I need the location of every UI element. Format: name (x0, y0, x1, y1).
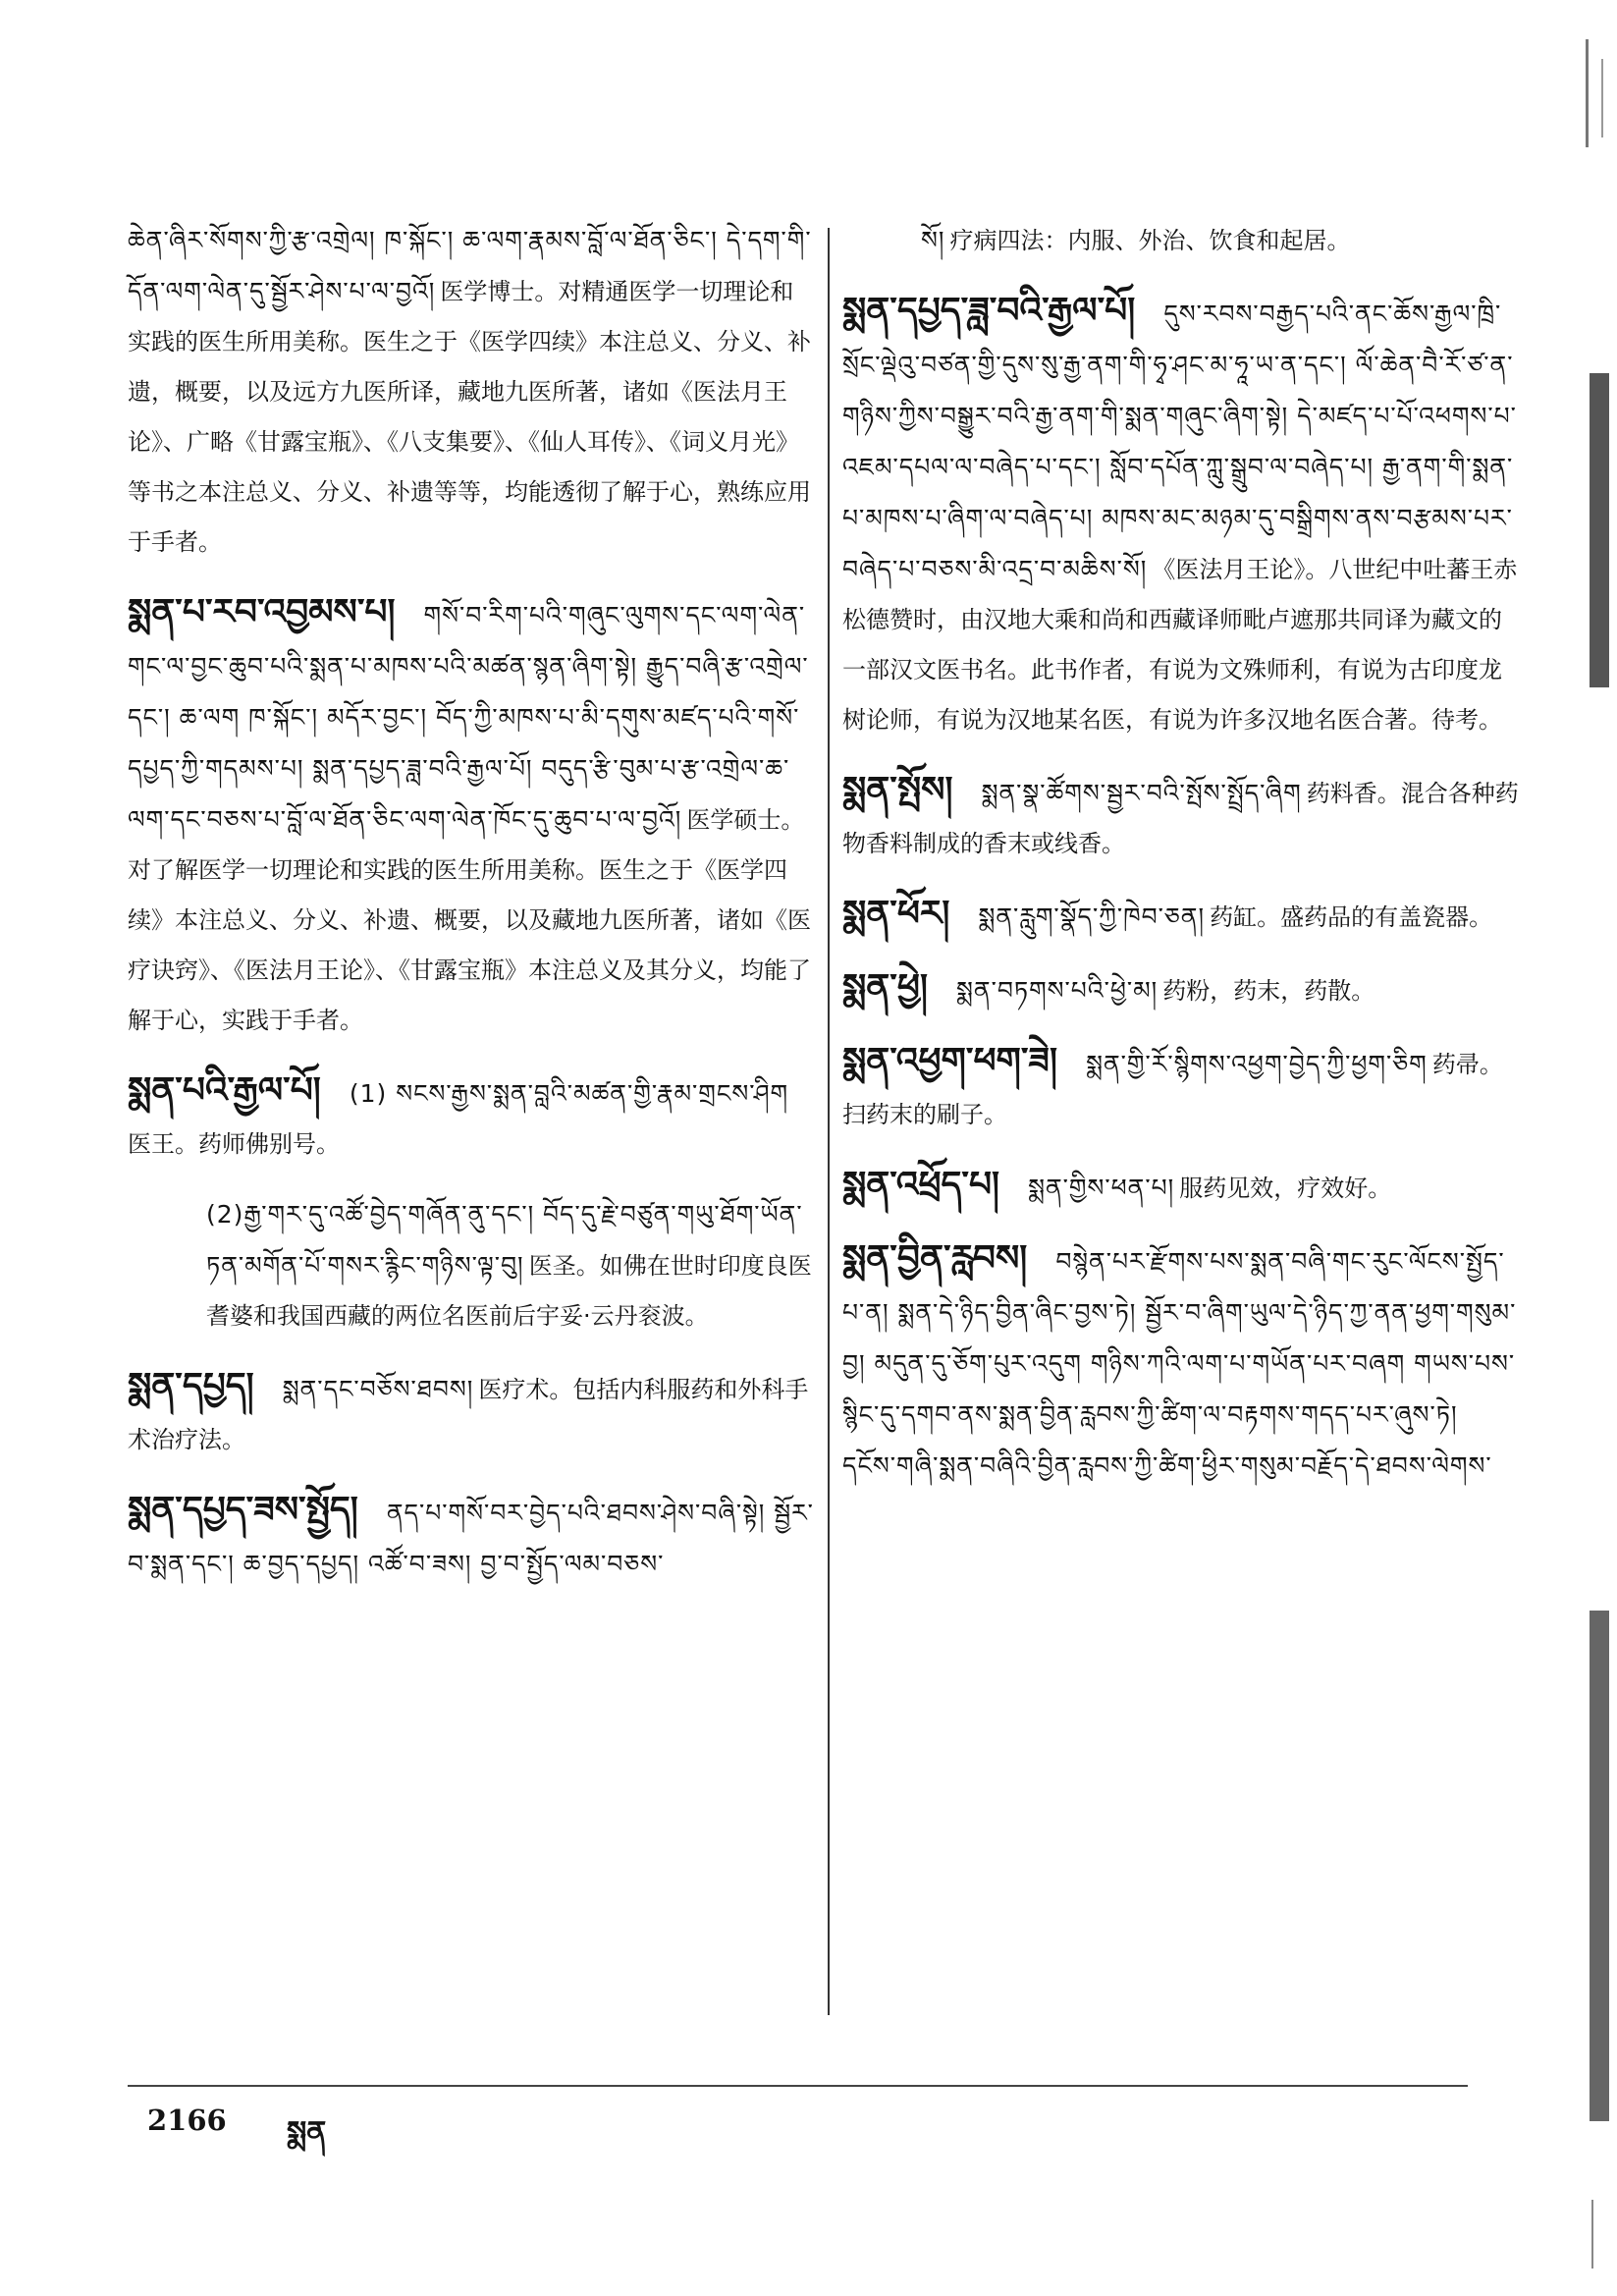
entry-headword: སྨན་པ་རབ་འབྱམས་པ། (128, 592, 396, 632)
entry-tibetan: བསྙེན་པར་རྫོགས་པས་སྨན་བཞི་གང་རུང་ལོངས་སྤྱོད་པ་ན། སྨན་དེ་ཉིད་བྱིན་ཞིང་བྱས་ཏེ། སྦྱོར་བ་ཞིག་ཡུལ་དེ་ཉིད་ཀྱ་ནན་ཕྱག་གསུམ་བྱ། མདུན་དུ་ཅོག་པུར་འདུག གཉིས་ཀའི་ལག་པ་གཡོན་པར་བཞག གཡས་པས་སྙིང་དུ་དགབ་ནས་སྨན་བྱིན་རླབས་ཀྱི་ཚིག་ལ་བརྟགས་གདད་པར་ཞུས་ཏེ། དངོས་གཞི་སྨན་བཞིའི་བྱིན་རླབས་ཀྱི་ཚིག་ཕྱིར་གསུམ་བརྗོད་དེ་ཐབས་ལེགས་ (842, 1247, 1517, 1480)
left-column (128, 216, 815, 1611)
entry-headword: སྨན་དཔྱད་ཟས་སྤྱོད། (128, 1490, 358, 1530)
entry-headword: སྨན་པའི་རྒྱལ་པོ། (128, 1070, 321, 1111)
dictionary-entry (842, 216, 1520, 267)
entry-tibetan: དུས་རབས་བརྒྱད་པའི་ནང་ཆོས་རྒྱལ་ཁྲི་སྲོང་ལྡེའུ་བཙན་གྱི་དུས་སུ་རྒྱ་ནག་གི་ཧྭ་ཤང་མ་ཧཱ་ཡ་ན་དང་། ལོ་ཆེན་བཻ་རོ་ཙ་ན་གཉིས་ཀྱིས་བསྒྱུར་བའི་རྒྱ་ནག་གི་སྨན་གཞུང་ཞིག་སྟེ། དེ་མཛད་པ་པོ་འཕགས་པ་འཇམ་དཔལ་ལ་བཞེད་པ་དང་། སློབ་དཔོན་ཀླུ་སྒྲུབ་ལ་བཞེད་པ། རྒྱ་ནག་གི་སྨན་པ་མཁས་པ་ཞིག་ལ་བཞེད་པ། མཁས་མང་མཉམ་དུ་བསྒྲིགས་ནས་བརྩམས་པར་བཞེད་པ་བཅས་མི་འདྲ་བ་མཆིས་སོ། (842, 300, 1517, 583)
entry-headword: སྨན་འཕྲོད་པ། (842, 1165, 1000, 1205)
dictionary-entry (842, 1234, 1520, 1493)
entry-headword: སྨན་དཔྱད་ཟླ་བའི་རྒྱལ་པོ། (842, 291, 1136, 331)
running-head: སྨན (287, 2115, 327, 2150)
entry-tibetan: ནད་པ་གསོ་བར་བྱེད་པའི་ཐབས་ཤེས་བཞི་སྟེ། སྦྱོར་བ་སྨན་དང་། ཆ་བྱད་དཔྱད། འཚོ་བ་ཟས། བྱ་བ་སྤྱོད་ལམ་བཅས་ (128, 1499, 814, 1578)
entry-chinese: 医王。药师佛别号。 (128, 1130, 340, 1158)
dictionary-entry (128, 1190, 815, 1342)
scan-edge-marks (1582, 0, 1617, 2296)
dictionary-entry (842, 890, 1520, 944)
dictionary-entry (128, 1066, 815, 1171)
entry-headword: སྨན་སྤོས། (842, 770, 953, 810)
dictionary-entry (842, 963, 1520, 1017)
dictionary-entry (128, 216, 815, 569)
entry-tibetan: སྨན་སྣ་ཚོགས་སྦྱར་བའི་སྤོས་སྤྲོད་ཞིག (981, 779, 1302, 807)
entry-chinese: 医学博士。对精通医学一切理论和实践的医生所用美称。医生之于《医学四续》本注总义、分义、补遗，概要，以及远方九医所译，藏地九医所著，诸如《医法月王论》、广略《甘露宝瓶》、《八支集要》、《仙人耳传》、《词义月光》等书之本注总义、分义、补遗等等，均能透彻了解于心，熟练应用于手者。 (128, 278, 811, 556)
entry-chinese: 药缸。盛药品的有盖瓷器。 (1210, 903, 1493, 931)
entry-chinese: 疗病四法：内服、外治、饮食和起居。 (949, 227, 1351, 254)
dictionary-entry (842, 766, 1520, 870)
entry-tibetan: སྨན་གྱིས་ཕན་པ། (1028, 1174, 1175, 1202)
dictionary-entry (842, 1161, 1520, 1215)
dictionary-entry (128, 1362, 815, 1466)
footer-rule (128, 2085, 1468, 2087)
dictionary-entry (128, 588, 815, 1047)
dictionary-entry (842, 287, 1520, 746)
entry-chinese: 服药见效，疗效好。 (1179, 1175, 1392, 1202)
column-divider (828, 228, 830, 2015)
entry-headword: སྨན་ཕོར། (842, 894, 950, 934)
entry-tibetan: སོ། (921, 226, 945, 254)
entry-chinese: 药粉，药末，药散。 (1162, 977, 1375, 1005)
entry-chinese: 药帚。扫药末的刷子。 (842, 1051, 1503, 1128)
entry-chinese: 《医法月王论》。八世纪中吐蕃王赤松德赞时，由汉地大乘和尚和西藏译师毗卢遮那共同译为藏文的一部汉文医书名。此书作者，有说为文殊师利，有说为古印度龙树论师，有说为汉地某名医，有说为许多汉地名医合著。待考。 (842, 556, 1518, 734)
dictionary-entry (128, 1486, 815, 1591)
entry-chinese: 医圣。如佛在世时印度良医耆婆和我国西藏的两位名医前后宇妥·云丹衮波。 (206, 1252, 812, 1330)
entry-tibetan: སྨན་རླུག་སྣོད་ཀྱི་ཁེབ་ཅན། (978, 902, 1206, 931)
entry-headword: སྨན་འཕྱག་ཕག་ཟེ། (842, 1041, 1057, 1081)
entry-tibetan: སྨན་དང་བཅོས་ཐབས། (282, 1375, 474, 1403)
entry-chinese: 医学硕士。对了解医学一切理论和实践的医生所用美称。医生之于《医学四续》本注总义、分义、补遗、概要，以及藏地九医所著，诸如《医疗诀窍》、《医法月王论》、《甘露宝瓶》本注总义及其分义，均能了解于心，实践于手者。 (128, 806, 811, 1034)
entry-chinese: 药料香。混合各种药物香料制成的香末或线香。 (842, 780, 1519, 857)
page-number: 2166 (147, 2104, 227, 2137)
entry-tibetan: (1) སངས་རྒྱས་སྨན་བླའི་མཚན་གྱི་རྣམ་གྲངས་ཤིག (349, 1079, 789, 1108)
entry-headword: སྨན་བྱིན་རླབས། (842, 1238, 1028, 1279)
right-column (842, 216, 1520, 1512)
entry-tibetan: ཆེན་ཞིར་སོགས་ཀྱི་རྩ་འགྲེལ། ཁ་སྐོང་། ཆ་ལག་རྣམས་བློ་ལ་ཐོན་ཅིང་། དེ་དག་གི་དོན་ལག་ལེན་དུ་སྦྱོར་ཤེས་པ་ལ་བྱའོ། (128, 226, 812, 305)
dictionary-entry (842, 1037, 1520, 1141)
entry-tibetan: སྨན་གྱི་རོ་སྙིགས་འཕྱག་བྱེད་ཀྱི་ཕྱག་ཅིག (1086, 1050, 1428, 1078)
entry-headword: སྨན་དཔྱད། (128, 1366, 254, 1406)
entry-chinese: 医疗术。包括内科服药和外科手术治疗法。 (128, 1376, 809, 1453)
entry-tibetan: སྨན་བཏགས་པའི་ཕྱེ་མ། (956, 976, 1159, 1005)
entry-headword: སྨན་ཕྱེ། (842, 967, 928, 1008)
entry-tibetan: གསོ་བ་རིག་པའི་གཞུང་ལུགས་དང་ལག་ལེན་གང་ལ་བྱང་ཆུབ་པའི་སྨན་པ་མཁས་པའི་མཚན་སྙན་ཞིག་སྟེ། རྒྱུད་བཞི་རྩ་འགྲེལ་དང་། ཆ་ལག ཁ་སྐོང་། མདོར་བྱང་། བོད་ཀྱི་མཁས་པ་མི་དགུས་མཛད་པའི་གསོ་དཔྱད་ཀྱི་གདམས་པ། སྨན་དཔྱད་ཟླ་བའི་རྒྱལ་པོ། བདུད་རྩི་བུམ་པ་རྩ་འགྲེལ་ཆ་ལག་དང་བཅས་པ་བློ་ལ་ཐོན་ཅིང་ལག་ལེན་ཁོང་དུ་ཆུབ་པ་ལ་བྱའོ། (128, 601, 809, 834)
entry-tibetan: (2)རྒྱ་གར་དུ་འཚོ་བྱེད་གཞོན་ནུ་དང་། བོད་དུ་རྗེ་བཙུན་གཡུ་ཐོག་ཡོན་ཏན་མགོན་པོ་གསར་རྙིང་གཉིས་ལྟ་བུ། (206, 1200, 803, 1280)
